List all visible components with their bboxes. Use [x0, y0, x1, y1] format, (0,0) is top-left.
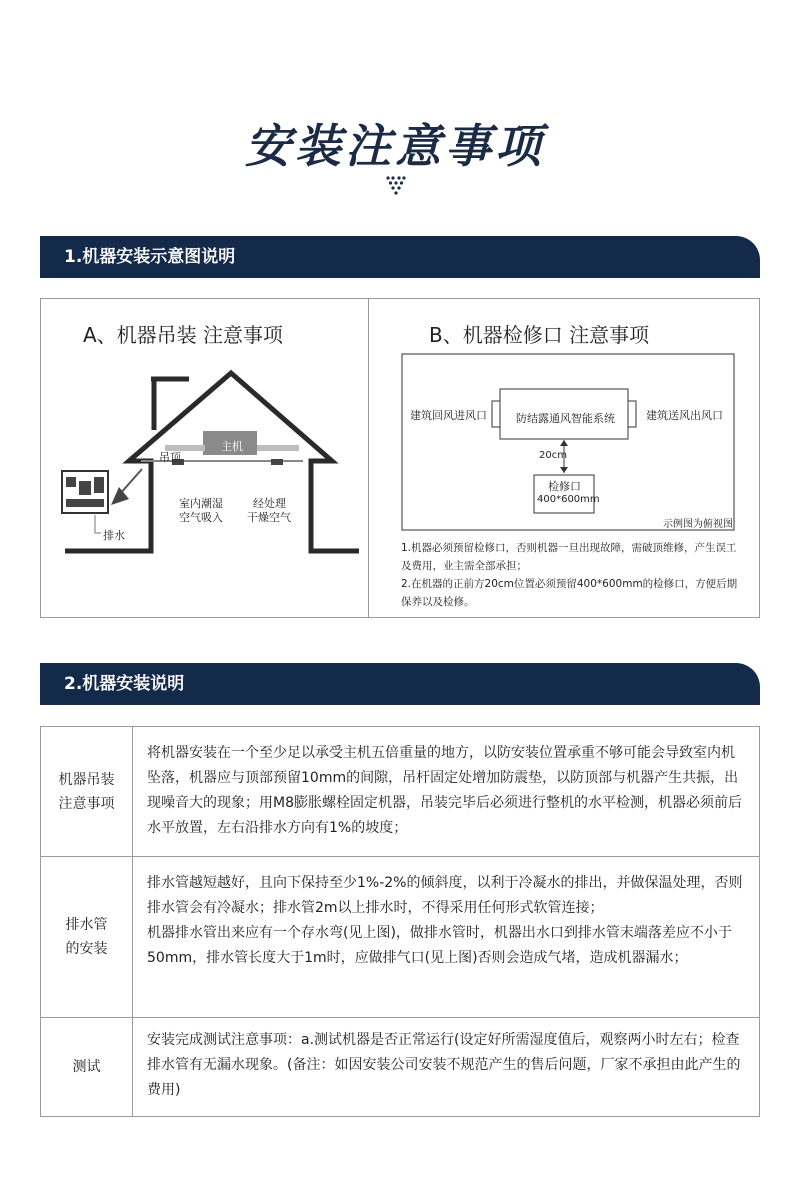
gap-arrow-down-icon — [560, 467, 568, 473]
service-port-notes — [401, 539, 741, 611]
drain-pipe — [119, 469, 142, 495]
table-row — [41, 857, 760, 1018]
top-view-note: 示例图为俯视图 — [663, 519, 733, 530]
inset-detail-3 — [94, 477, 104, 493]
section2-header: 2.机器安装说明 — [40, 663, 760, 705]
return-port-flange — [492, 401, 500, 427]
host-label: 主机 — [221, 440, 243, 453]
install-table — [40, 726, 760, 1117]
note-2: 2.在机器的正前方20cm位置必须预留400*600mm的检修口，方便后期保养以及检修。 — [401, 578, 738, 608]
row-head-hoisting: 机器吊装 注意事项 — [41, 727, 133, 857]
supply-air-label: 建筑送风出风口 — [646, 409, 723, 422]
drain-label: 排水 — [103, 529, 125, 542]
return-air-label: 建筑回风进风口 — [410, 409, 487, 422]
row-head-testing: 测试 — [41, 1018, 133, 1117]
vent-right — [271, 459, 283, 465]
system-label: 防结露通风智能系统 — [516, 412, 615, 425]
row-text-testing: 安装完成测试注意事项：a.测试机器是否正常运行(设定好所需湿度值后，观察两小时左右；检查排水管有无漏水现象。(备注：如因安装公司安装不规范产生的售后问题，厂家不承担由此产生的费用) — [133, 1018, 760, 1117]
drain-leader — [95, 515, 101, 533]
dry-air-label-2: 干燥空气 — [247, 511, 291, 524]
section1-header: 1.机器安装示意图说明 — [40, 236, 760, 278]
house-diagram — [41, 299, 368, 617]
page-title: 安装注意事项 — [245, 119, 545, 173]
service-port-label: 检修口 — [548, 480, 581, 493]
indoor-air-label-1: 室内潮湿 — [179, 497, 223, 510]
drain-arrow-icon — [111, 487, 129, 505]
panel-b-title: B、机器检修口 注意事项 — [429, 323, 650, 347]
row-text-hoisting: 将机器安装在一个至少足以承受主机五倍重量的地方，以防安装位置承重不够可能会导致室内机坠落，机器应与顶部预留10mm的间隙，吊杆固定处增加防震垫，以防顶部与机器产生共振，出现噪音大的现象；用M8膨胀螺栓固定机器，吊装完毕后必须进行整机的水平检测，机器必须前后水平放置，左右沿排水方向有1%的坡度； — [133, 727, 760, 857]
dry-air-label-1: 经处理 — [253, 497, 286, 510]
inset-detail-2 — [79, 481, 91, 495]
table-row — [41, 727, 760, 857]
gap-arrow-up-icon — [560, 440, 568, 446]
inset-detail-4 — [66, 499, 104, 507]
row-head-drainage: 排水管 的安装 — [41, 857, 133, 1018]
duct-right — [257, 445, 299, 451]
brand-logo-icon — [386, 176, 406, 198]
supply-port-flange — [628, 401, 636, 427]
inset-detail-1 — [66, 477, 76, 487]
gap-label: 20cm — [539, 450, 567, 461]
indoor-air-label-2: 空气吸入 — [179, 511, 223, 524]
note-1: 1.机器必须预留检修口，否则机器一旦出现故障，需破顶维修，产生误工及费用，业主需全部承担； — [401, 542, 737, 572]
table-row — [41, 1018, 760, 1117]
service-port-size: 400*600mm — [537, 494, 600, 505]
diagram-frame — [40, 298, 760, 618]
panel-a-title: A、机器吊装 注意事项 — [83, 323, 284, 347]
row-text-drainage: 排水管越短越好，且向下保持至少1%-2%的倾斜度，以利于冷凝水的排出，并做保温处理，否则排水管会有冷凝水；排水管2m以上排水时，不得采用任何形式软管连接； 机器排水管出来应有一个存水弯(见上图)，做排水管时，机器出水口到排水管末端落差应不小于50mm，排水管长度大于1m时，应做排气口(见上图)否则会造成气堵，造成机器漏水； — [133, 857, 760, 1018]
ceiling-label: 吊顶 — [159, 451, 181, 464]
